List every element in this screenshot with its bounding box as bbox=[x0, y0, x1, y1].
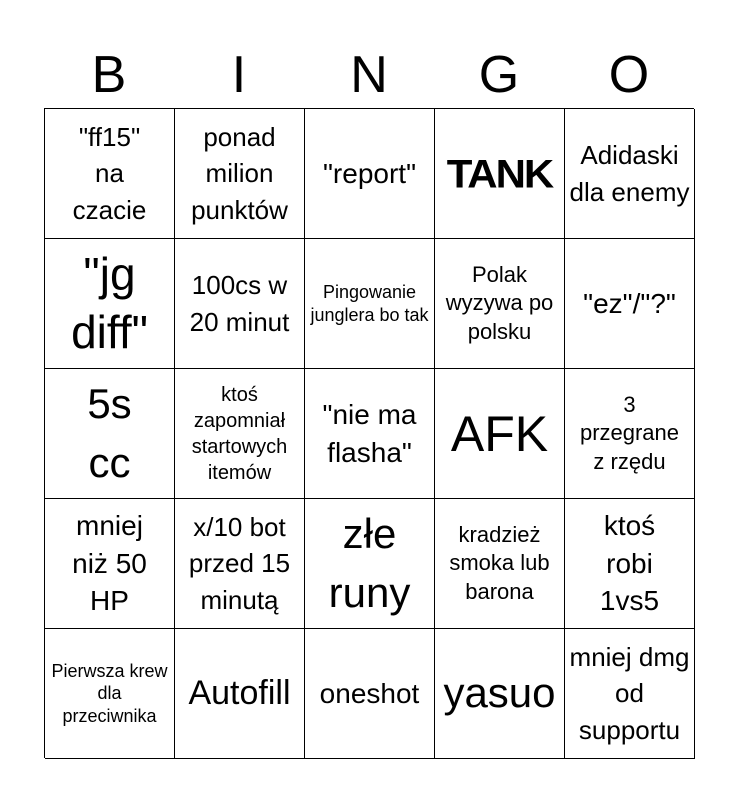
bingo-cell-r2c1[interactable] bbox=[45, 239, 175, 369]
bingo-cell-r2c3[interactable] bbox=[305, 239, 435, 369]
bingo-cell-r2c2[interactable] bbox=[175, 239, 305, 369]
bingo-cell-r1c1[interactable] bbox=[45, 109, 175, 239]
cell-text: "report" bbox=[322, 157, 417, 189]
header-letter-o: O bbox=[608, 46, 650, 104]
bingo-cell-r5c1[interactable] bbox=[45, 629, 175, 759]
cell-text: oneshot bbox=[319, 677, 420, 709]
cell-text: "nie ma flasha" bbox=[322, 398, 417, 468]
cell-text: ktoś robi 1vs5 bbox=[599, 509, 660, 617]
bingo-cell-r3c2[interactable] bbox=[175, 369, 305, 499]
cell-text: "ff15" na czacie bbox=[72, 121, 147, 225]
bingo-cell-r5c3[interactable] bbox=[305, 629, 435, 759]
cell-text: Pingowanie junglera bo tak bbox=[310, 282, 429, 325]
cell-text: Polak wyzywa po polsku bbox=[445, 261, 554, 344]
bingo-cell-r4c4[interactable] bbox=[435, 499, 565, 629]
bingo-cell-r3c5[interactable] bbox=[565, 369, 695, 499]
cell-text: Autofill bbox=[188, 674, 291, 713]
cell-text: mniej dmg od supportu bbox=[569, 641, 690, 745]
bingo-cell-r3c3[interactable] bbox=[305, 369, 435, 499]
bingo-cell-r3c1[interactable] bbox=[45, 369, 175, 499]
header-letter-i: I bbox=[231, 46, 247, 104]
header-letter-b: B bbox=[91, 46, 127, 104]
bingo-cell-r1c2[interactable] bbox=[175, 109, 305, 239]
cell-text: ktoś zapomniał startowych itemów bbox=[191, 383, 288, 484]
bingo-cell-r4c2[interactable] bbox=[175, 499, 305, 629]
bingo-cell-r1c5[interactable] bbox=[565, 109, 695, 239]
cell-text: Pierwsza krew dla przeciwnika bbox=[51, 660, 168, 726]
cell-text: Adidaski dla enemy bbox=[569, 140, 690, 207]
bingo-cell-r5c4[interactable] bbox=[435, 629, 565, 759]
cell-text: AFK bbox=[450, 405, 549, 462]
cell-text: yasuo bbox=[443, 669, 556, 717]
bingo-cell-r4c5[interactable] bbox=[565, 499, 695, 629]
cell-text: "ez"/"?" bbox=[583, 287, 676, 319]
cell-text: TANK bbox=[446, 150, 553, 196]
bingo-header bbox=[44, 42, 694, 108]
bingo-grid bbox=[44, 108, 694, 758]
bingo-cell-r3c4[interactable] bbox=[435, 369, 565, 499]
bingo-cell-r4c1[interactable] bbox=[45, 499, 175, 629]
bingo-cell-r2c5[interactable] bbox=[565, 239, 695, 369]
cell-text: 3 przegrane z rzędu bbox=[579, 391, 680, 474]
cell-text: mniej niż 50 HP bbox=[72, 509, 147, 617]
cell-text: kradzież smoka lub barona bbox=[449, 521, 550, 604]
bingo-cell-r5c2[interactable] bbox=[175, 629, 305, 759]
bingo-cell-r2c4[interactable] bbox=[435, 239, 565, 369]
header-letter-g: G bbox=[478, 46, 520, 104]
cell-text: "jg diff" bbox=[71, 248, 148, 358]
header-letter-n: N bbox=[350, 46, 388, 104]
bingo-cell-r1c4[interactable] bbox=[435, 109, 565, 239]
bingo-cell-r5c5[interactable] bbox=[565, 629, 695, 759]
cell-text: ponad milion punktów bbox=[191, 121, 288, 225]
bingo-cell-r4c3[interactable] bbox=[305, 499, 435, 629]
cell-text: x/10 bot przed 15 minutą bbox=[188, 511, 291, 615]
cell-text: 5s cc bbox=[87, 379, 132, 486]
bingo-cell-r1c3[interactable] bbox=[305, 109, 435, 239]
cell-text: 100cs w 20 minut bbox=[189, 270, 290, 337]
cell-text: złe runy bbox=[328, 509, 411, 616]
